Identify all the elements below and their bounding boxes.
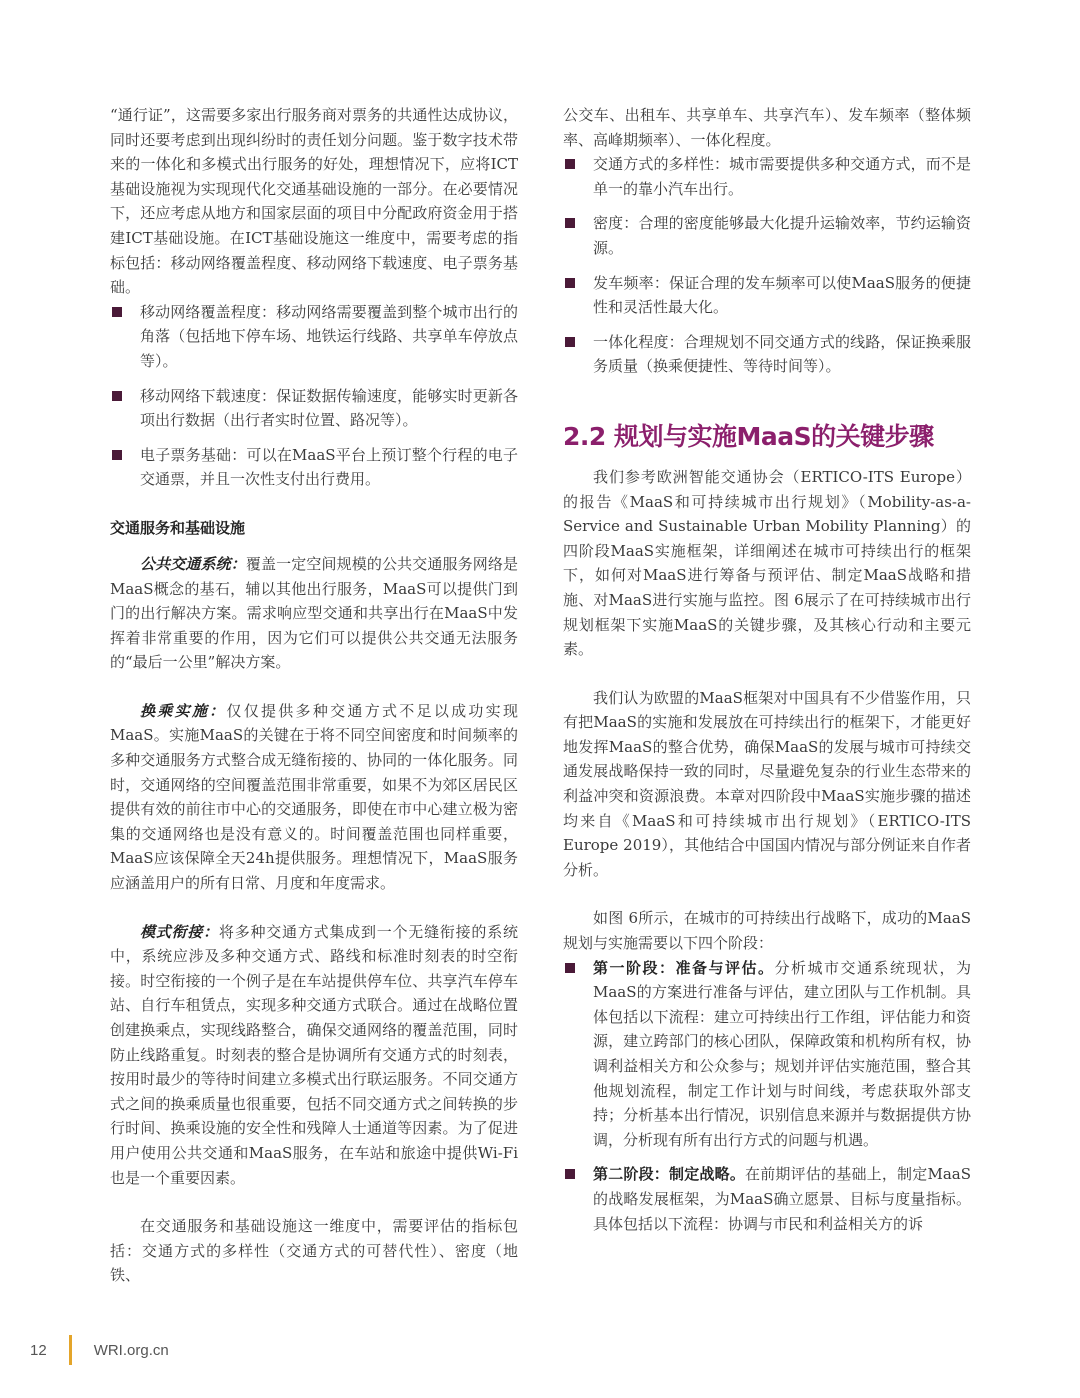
- list-item: 移动网络覆盖程度：移动网络需要覆盖到整个城市出行的角落（包括地下停车场、地铁运行线路、共享单车停放点等）。: [110, 300, 518, 374]
- list-item: 密度：合理的密度能够最大化提升运输效率，节约运输资源。: [563, 211, 971, 260]
- square-bullet-icon: [565, 278, 575, 288]
- indicator-paragraph: 在交通服务和基础设施这一维度中，需要评估的指标包括：交通方式的多样性（交通方式的可替代性）、密度（地铁、: [110, 1217, 518, 1285]
- list-item: 一体化程度：合理规划不同交通方式的线路，保证换乘服务质量（换乘便捷性、等待时间等）。: [563, 330, 971, 379]
- transfer-paragraph: 换乘实施：仅仅提供多种交通方式不足以成功实现MaaS。实施MaaS的关键在于将不同空间密度和时间频率的多种交通服务方式整合成无缝衔接的、协同的一体化服务。同时，交通网络的空间覆盖范围非常重要，如果不为郊区居民区提供有效的前往市中心的交通服务，即使在市中心建立极为密集的交通网络也是没有意义的。时间覆盖范围也同样重要，MaaS应该保障全天24h提供服务。理想情况下，MaaS服务应涵盖用户的所有日常、月度和年度需求。: [110, 701, 518, 893]
- right-column: [563, 103, 971, 1236]
- mode-link-paragraph: 模式衔接：将多种交通方式集成到一个无缝衔接的系统中，系统应涉及多种交通方式、路线和标准时刻表的时空衔接。时空衔接的一个例子是在车站提供停车位、共享汽车停车站、自行车租赁点，实现多种交通方式联合。通过在战略位置创建换乘点，实现线路整合，确保交通网络的覆盖范围，同时防止线路重复。时刻表的整合是协调所有交通方式的时刻表，按用时最少的等待时间建立多模式出行联运服务。不同交通方式之间的换乘质量也很重要，包括不同交通方式之间转换的步行时间、换乘设施的安全性和残障人士通道等因素。为了促进用户使用公共交通和MaaS服务，在车站和旅途中提供Wi-Fi也是一个重要因素。: [110, 922, 518, 1187]
- section-subheading: 交通服务和基础设施: [110, 518, 246, 537]
- list-item: 移动网络下载速度：保证数据传输速度，能够实时更新各项出行数据（出行者实时位置、路况等）。: [110, 384, 518, 433]
- ict-bullet-list: [110, 300, 518, 492]
- square-bullet-icon: [112, 307, 122, 317]
- square-bullet-icon: [565, 218, 575, 228]
- list-item: 第一阶段：准备与评估。分析城市交通系统现状，为MaaS的方案进行准备与评估，建立团队与工作机制。具体包括以下流程：建立可持续出行工作组，评估能力和资源，建立跨部门的核心团队，保障政策和机构所有权，协调利益相关方和公众参与；规划并评估实施范围，整合其他规划流程，制定工作计划与时间线，考虑获取外部支持；分析基本出行情况，识别信息来源并与数据提供方协调，分析现有所有出行方式的问题与机遇。: [563, 956, 971, 1153]
- section-heading: 2.2 规划与实施MaaS的关键步骤: [563, 421, 934, 451]
- stages-intro-paragraph: 如图 6所示，在城市的可持续出行战略下，成功的MaaS规划与实施需要以下四个阶段：: [563, 909, 971, 953]
- square-bullet-icon: [565, 1169, 575, 1179]
- public-transport-paragraph: 公共交通系统：覆盖一定空间规模的公共交通服务网络是MaaS概念的基石，辅以其他出行服务，MaaS可以提供门到门的出行解决方案。需求响应型交通和共享出行在MaaS中发挥着非常重要的作用，因为它们可以提供公共交通无法服务的“最后一公里”解决方案。: [110, 554, 518, 672]
- framework-paragraph: 我们参考欧洲智能交通协会（ERTICO-ITS Europe）的报告《MaaS和可持续城市出行规划》（Mobility-as-a-Service and Sustainable Urban Mobility Planning）的四阶段MaaS实施框架，详细阐述在城市可持续出行的框架下，如何对MaaS进行筹备与预评估、制定MaaS战略和措施、对MaaS进行实施与监控。图 6展示了在可持续城市出行规划框架下实施MaaS的关键步骤，及其核心行动和主要元素。: [563, 467, 971, 659]
- list-item: 第二阶段：制定战略。在前期评估的基础上，制定MaaS的战略发展框架，为MaaS确立愿景、目标与度量指标。具体包括以下流程：协调与市民和利益相关方的诉: [563, 1162, 971, 1236]
- stages-bullet-list: [563, 956, 971, 1237]
- continued-paragraph: 公交车、出租车、共享单车、共享汽车）、发车频率（整体频率、高峰期频率）、一体化程度。: [563, 106, 971, 149]
- intro-paragraph: “通行证”，这需要多家出行服务商对票务的共通性达成协议，同时还要考虑到出现纠纷时的责任划分问题。鉴于数字技术带来的一体化和多模式出行服务的好处，理想情况下，应将ICT基础设施视为实现现代化交通基础设施的一部分。在必要情况下，还应考虑从地方和国家层面的项目中分配政府资金用于搭建ICT基础设施。在ICT基础设施这一维度中，需要考虑的指标包括：移动网络覆盖程度、移动网络下载速度、电子票务基础。: [110, 106, 518, 297]
- square-bullet-icon: [565, 337, 575, 347]
- square-bullet-icon: [565, 963, 575, 973]
- square-bullet-icon: [112, 450, 122, 460]
- footer-divider: [69, 1335, 72, 1365]
- square-bullet-icon: [565, 159, 575, 169]
- eu-framework-paragraph: 我们认为欧盟的MaaS框架对中国具有不少借鉴作用，只有把MaaS的实施和发展放在可持续出行的框架下，才能更好地发挥MaaS的整合优势，确保MaaS的发展与城市可持续交通发展战略保持一致的同时，尽量避免复杂的行业生态带来的利益冲突和资源浪费。本章对四阶段中MaaS实施步骤的描述均来自《MaaS和可持续城市出行规划》（ERTICO-ITS Europe 2019），其他结合中国国内情况与部分例证来自作者分析。: [563, 688, 971, 879]
- page-footer: [30, 1335, 169, 1365]
- list-item: 发车频率：保证合理的发车频率可以使MaaS服务的便捷性和灵活性最大化。: [563, 271, 971, 320]
- square-bullet-icon: [112, 391, 122, 401]
- page-number: 12: [30, 1341, 47, 1359]
- transport-bullet-list: [563, 152, 971, 379]
- list-item: 交通方式的多样性：城市需要提供多种交通方式，而不是单一的靠小汽车出行。: [563, 152, 971, 201]
- site-link[interactable]: WRI.org.cn: [93, 1341, 169, 1359]
- list-item: 电子票务基础：可以在MaaS平台上预订整个行程的电子交通票，并且一次性支付出行费用。: [110, 443, 518, 492]
- left-column: [110, 103, 518, 1288]
